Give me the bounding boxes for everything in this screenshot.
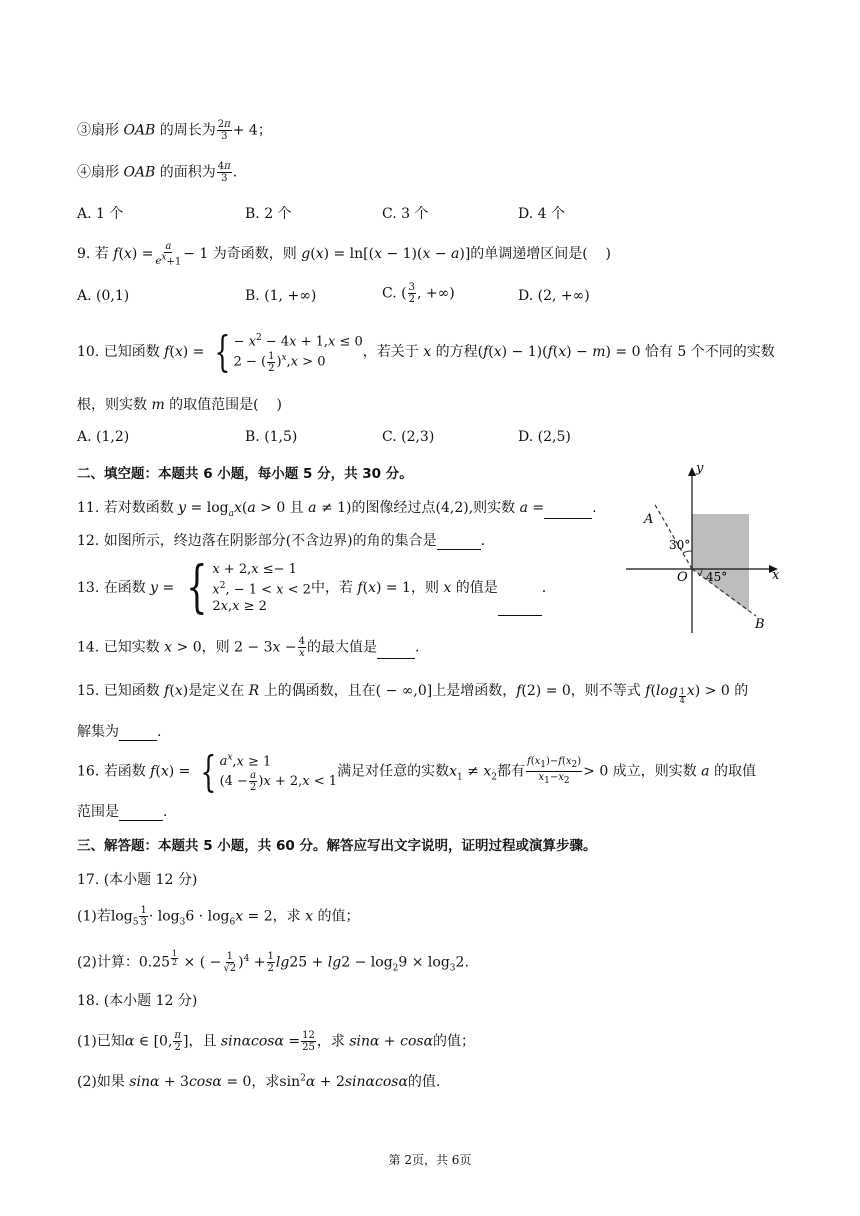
- x-axis-label: x: [772, 568, 780, 583]
- q10-option-d: D. (2,5): [518, 429, 571, 445]
- section-answer-heading: 三、解答题：本题共 5 小题，共 60 分。解答应写出文字说明，证明过程或演算步骤。: [77, 838, 597, 854]
- q11: 11. 若对数函数 $y = \log_ax(a > 0$ 且 a ≠ 1)的图像经过点(4,2),则实数 a = .: [77, 500, 597, 519]
- point-b-label: B: [755, 617, 765, 632]
- q9-option-b: B. (1, +∞): [245, 288, 317, 304]
- q10-stem: 10. 已知函数 f(x) = { − $x^2 - 4x + 1,x \le 0$ 2 − ( $\frac{1}{2}$ )$^x$,x > 0 ，若关于 x 的方程(f(x) − 1)(f(x) − m) = 0 恰有 5 个不同的实数: [77, 326, 775, 376]
- shaded-region: [692, 514, 749, 612]
- q17-part1: (1)若$\log_5$ $\frac{1}{3}$ · $\log_36 \cdot \log_6x = 2$，求 x 的值；: [77, 905, 360, 928]
- q8-item4: ④扇形 OAB 的面积为 $\frac{4\pi}{3}$ .: [77, 161, 238, 184]
- page-footer: 第 2页，共 6页: [388, 1153, 472, 1167]
- q17-head: 17. (本小题 12 分): [77, 872, 198, 888]
- q8-option-d: D. 4 个: [518, 206, 565, 222]
- q16-cont: 范围是 .: [77, 804, 168, 820]
- q9-option-a: A. (0,1): [77, 288, 130, 304]
- q17-part2: (2)计算：0.25 $^{\frac{1}{2}}$ × ( − $\frac{1}{√2}$ )$^4$ + $\frac{1}{2}$ $\lg 25 + \lg 2 - \log_29 \times \log_32$.: [77, 949, 469, 975]
- q15-cont: 解集为 .: [77, 724, 162, 740]
- origin-label: O: [677, 570, 688, 585]
- q9-option-c: C. ( $\frac{3}{2}$ , +∞): [382, 282, 455, 305]
- ray-oa: [654, 503, 692, 569]
- q12-figure: [622, 458, 792, 643]
- section-fill-in-heading: 二、填空题：本题共 6 小题，每小题 5 分，共 30 分。: [77, 466, 413, 482]
- q8-option-b: B. 2 个: [245, 206, 292, 222]
- q9-option-d: D. (2, +∞): [518, 288, 590, 304]
- angle-30-label: 30°: [669, 538, 691, 552]
- q16: 16. 若函数 f(x) = { $a^x,x \ge 1$ (4 − $\frac{a}{2}$ )x + 2,x < 1 满足对任意的实数$x_1 \ne x_2$都有 $\frac{f(x_1)-f(x_2)}{x_1-x_2}$ > 0 成立，则实数 a 的取值: [77, 746, 756, 796]
- q10-option-b: B. (1,5): [245, 429, 298, 445]
- q13: 13. 在函数 y = { x + 2,x ≤− 1 $x^2$, − 1 < x < 2 2x,x ≥ 2 中，若 f(x) = 1，则 x 的值是 .: [77, 555, 547, 620]
- q8-option-c: C. 3 个: [382, 206, 429, 222]
- q10-option-c: C. (2,3): [382, 429, 435, 445]
- y-axis-label: y: [696, 461, 704, 476]
- point-a-label: A: [644, 512, 654, 527]
- q8-option-a: A. 1 个: [77, 206, 124, 222]
- y-axis-arrow: [688, 467, 696, 476]
- q12: 12. 如图所示，终边落在阴影部分(不含边界)的角的集合是 .: [77, 533, 486, 549]
- q18-part1: (1)已知α ∈ [0, $\frac{\pi}{2}$ ]，且 sinαcosα = $\frac{12}{25}$ ，求 sinα + cosα的值；: [77, 1030, 476, 1053]
- q18-part2: (2)如果 sinα + 3cosα = 0，求$\sin^2\alpha + 2\sin\alpha\cos\alpha$的值.: [77, 1073, 441, 1090]
- q18-head: 18. (本小题 12 分): [77, 993, 198, 1009]
- q9-stem: 9. 若 f(x) = $\frac{a}{e^x+1}$ − 1 为奇函数，则 g(x) = ln[(x − 1)(x − a)]的单调递增区间是( ): [77, 241, 612, 268]
- q14: 14. 已知实数 x > 0，则 2 − 3x − $\frac{4}{x}$ 的最大值是 .: [77, 636, 420, 659]
- q15: 15. 已知函数 f(x)是定义在 R 上的偶函数，且在( − ∞,0]上是增函数，f(2) = 0，则不等式 f(log $_{\frac{1}{4}}$ x) > 0 的: [77, 683, 749, 705]
- q8-item3: ③扇形 OAB 的周长为 $\frac{2\pi}{3}$ + 4；: [77, 119, 272, 142]
- angle-45-label: 45°: [706, 570, 728, 584]
- q10-stem-cont: 根，则实数 m 的取值范围是( ): [77, 397, 282, 413]
- q10-option-a: A. (1,2): [77, 429, 130, 445]
